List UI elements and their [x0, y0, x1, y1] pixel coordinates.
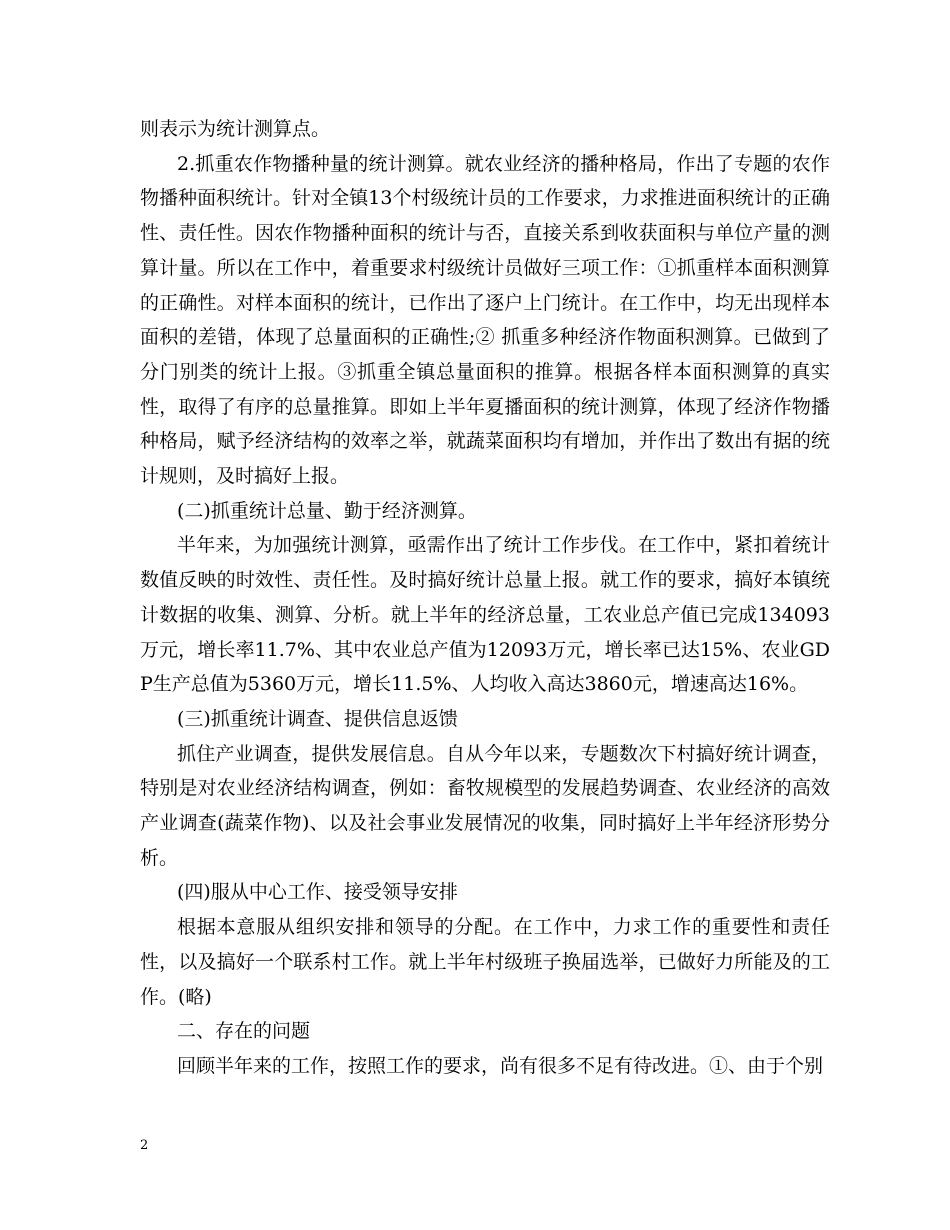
text-body: [140, 112, 830, 1084]
section-heading-4: (四)服从中心工作、接受领导安排: [177, 881, 458, 904]
paragraph-economic-totals: 半年来，为加强统计测算，亟需作出了统计工作步伐。在工作中，紧扣着统计数值反映的时效性、责任性。及时搞好统计总量上报。就工作的要求，搞好本镇统计数据的收集、测算、分析。就上半年的经济总量，工农业总产值已完成134093万元，增长率11.7%、其中农业总产值为12093万元，增长率已达15%、农业GDP生产总值为5360万元，增长11.5%、人均收入高达3860元，增速高达16%。: [140, 534, 830, 696]
paragraph-sowing-statistics: 2.抓重农作物播种量的统计测算。就农业经济的播种格局，作出了专题的农作物播种面积统计。针对全镇13个村级统计员的工作要求，力求推进面积统计的正确性、责任性。因农作物播种面积的统计与否，直接关系到收获面积与单位产量的测算计量。所以在工作中，着重要求村级统计员做好三项工作：①抓重样本面积测算的正确性。对样本面积的统计，已作出了逐户上门统计。在工作中，均无出现样本面积的差错，体现了总量面积的正确性;② 抓重多种经济作物面积测算。已做到了分门别类的统计上报。③抓重全镇总量面积的推算。根据各样本面积测算的真实性，取得了有序的总量推算。即如上半年夏播面积的统计测算，体现了经济作物播种格局，赋予经济结构的效率之举，就蔬菜面积均有增加，并作出了数出有据的统计规则，及时搞好上报。: [140, 152, 830, 488]
paragraph-surveys: 抓住产业调查，提供发展信息。自从今年以来，专题数次下村搞好统计调查，特别是对农业经济结构调查，例如：畜牧规模型的发展趋势调查、农业经济的高效产业调查(蔬菜作物)、以及社会事业发展情况的收集，同时搞好上半年经济形势分析。: [140, 742, 830, 869]
paragraph-continuation: 则表示为统计测算点。: [140, 118, 331, 140]
section-heading-problems: 二、存在的问题: [177, 1020, 311, 1043]
paragraph-review: 回顾半年来的工作，按照工作的要求，尚有很多不足有待改进。①、由于个别: [177, 1054, 824, 1077]
paragraph-central-work: 根据本意服从组织安排和领导的分配。在工作中，力求工作的重要性和责任性，以及搞好一个联系村工作。就上半年村级班子换届选举，已做好力所能及的工作。(略): [140, 916, 830, 1008]
section-heading-2: (二)抓重统计总量、勤于经济测算。: [177, 499, 477, 522]
page-number: 2: [140, 1138, 149, 1153]
section-heading-3: (三)抓重统计调查、提供信息返馈: [177, 707, 458, 730]
